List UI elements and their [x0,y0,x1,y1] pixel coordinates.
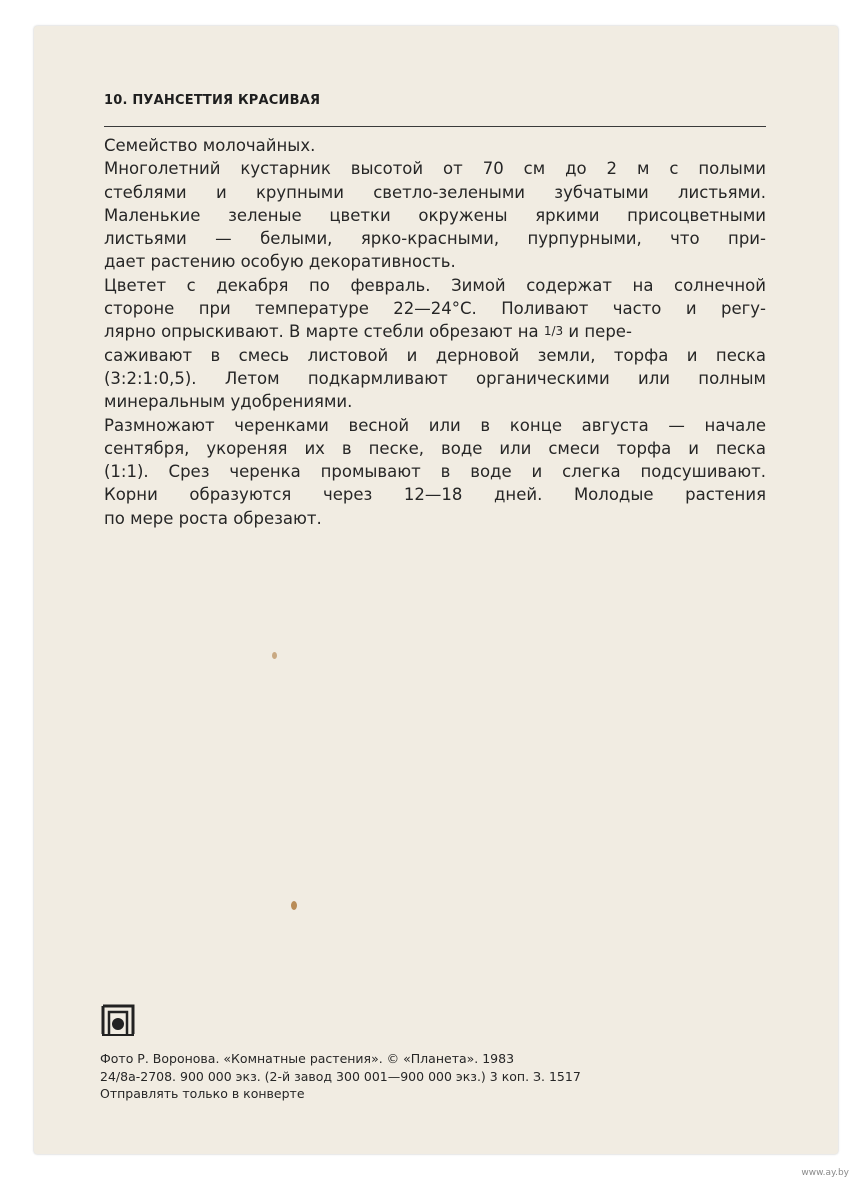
body-line: саживают в смесь листовой и дерновой земли, торфа и песка [104,345,766,365]
card-heading: 10. ПУАНСЕТТИЯ КРАСИВАЯ [104,93,321,108]
fraction: 1/3 [543,324,564,339]
body-line: Маленькие зеленые цветки окружены яркими присоцветными [104,205,766,225]
paper-stain [272,652,277,659]
watermark: www.ay.by [801,1168,849,1178]
card-body-text [104,134,766,530]
body-line: (3:2:1:0,5). Летом подкармливают органическими или полным [104,368,766,388]
body-line: листьями — белыми, ярко-красными, пурпурными, что при- [104,229,766,249]
body-line: сентября, укореняя их в песке, воде или смеси торфа и песка [104,438,766,458]
body-line: Цветет с декабря по февраль. Зимой содержат на солнечной [104,275,766,295]
body-line: минеральным удобрениями. [104,392,353,412]
paper-stain [291,901,297,910]
body-line: по мере роста обрезают. [104,508,322,528]
body-line: стороне при температуре 22—24°С. Поливают часто и регу- [104,299,766,319]
body-line: стеблями и крупными светло-зелеными зубчатыми листьями. [104,182,766,202]
imprint-line: Фото Р. Воронова. «Комнатные растения». © «Планета». 1983 [100,1051,515,1066]
body-line: Размножают черенками весной или в конце августа — начале [104,415,766,435]
body-line: дает растению особую декоративность. [104,252,456,272]
body-line: Корни образуются через 12—18 дней. Молодые растения [104,485,766,505]
body-line: (1:1). Срез черенка промывают в воде и слегка подсушивают. [104,462,766,482]
body-line: лярно опрыскивают. В марте стебли обрезают на 1/3 и пере- [104,322,632,342]
heading-rule [104,126,766,127]
publisher-logo-icon [100,1003,136,1037]
imprint-line: Отправлять только в конверте [100,1086,305,1101]
imprint-line: 24/8а-2708. 900 000 экз. (2-й завод 300 001—900 000 экз.) 3 коп. З. 1517 [100,1068,581,1084]
body-line: Многолетний кустарник высотой от 70 см до 2 м с полыми [104,159,766,179]
imprint-block [100,1050,581,1103]
body-line: Семейство молочайных. [104,136,316,155]
